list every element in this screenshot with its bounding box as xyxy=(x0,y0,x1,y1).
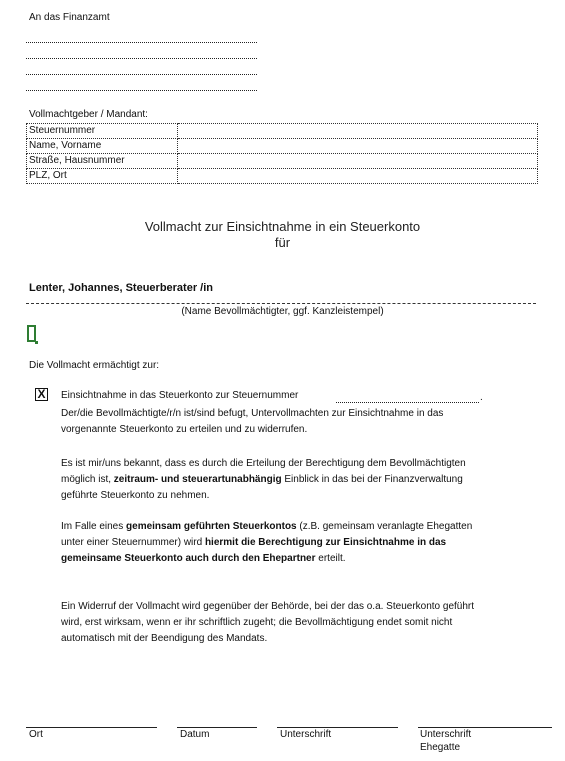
row-label-strasse: Straße, Hausnummer xyxy=(27,154,178,169)
trailing-dot: . xyxy=(480,392,483,403)
checkbox-label: Einsichtnahme in das Steuerkonto zur Steuernummer xyxy=(61,390,299,401)
table-row xyxy=(27,139,538,154)
table-row xyxy=(27,154,538,169)
paragraph-ehegatten-text-a: Im Falle eines xyxy=(61,521,127,532)
document-title: Vollmacht zur Einsichtnahme in ein Steuerkonto xyxy=(144,219,421,234)
paragraph-untervollmacht: Der/die Bevollmächtigte/r/n ist/sind befugt, Untervollmachten zur Einsichtnahme in das vorgenannte Steuerkonto zu erteilen und zu widerrufen. xyxy=(61,408,444,435)
authorization-intro: Die Vollmacht ermächtigt zur: xyxy=(29,360,160,371)
steuernummer-input-line[interactable] xyxy=(336,402,479,403)
table-row xyxy=(27,124,538,139)
einsichtnahme-checkbox[interactable]: X xyxy=(35,388,48,401)
address-line-3[interactable] xyxy=(26,74,257,75)
paragraph-ehegatten-bold-d: hiermit die Berechtigung zur Einsichtnahme in das gemeinsame Steuerkonto auch durch den Ehepartner xyxy=(61,537,447,564)
address-line-2[interactable] xyxy=(26,58,257,59)
table-row xyxy=(27,169,538,184)
paragraph-kenntnis-text-c: Einblick in das bei der Finanzverwaltung geführte Steuerkonto zu nehmen. xyxy=(61,474,463,501)
mandant-heading: Vollmachtgeber / Mandant: xyxy=(29,109,148,120)
form-field-marker-icon[interactable] xyxy=(27,325,36,342)
field-name[interactable] xyxy=(178,139,538,154)
paragraph-kenntnis-text-a: Es ist mir/uns bekannt, dass es durch die Erteilung der Berechtigung dem Bevollmächtigten möglich ist, xyxy=(61,458,466,485)
field-strasse[interactable] xyxy=(178,154,538,169)
paragraph-kenntnis xyxy=(61,456,481,504)
paragraph-kenntnis-bold: zeitraum- und steuerartunabhängig xyxy=(113,474,282,485)
row-label-steuernummer: Steuernummer xyxy=(27,124,178,139)
signature-label-ehegatte-line2: Ehegatte xyxy=(420,742,461,753)
field-steuernummer[interactable] xyxy=(178,124,538,139)
row-label-name: Name, Vorname xyxy=(27,139,178,154)
address-line-1[interactable] xyxy=(26,42,257,43)
signature-label-ort: Ort xyxy=(29,729,43,740)
advisor-caption: (Name Bevollmächtigter, ggf. Kanzleistempel) xyxy=(181,306,384,317)
paragraph-ehegatten-bold-b: gemeinsam geführten Steuerkontos xyxy=(126,521,297,532)
paragraph-ehegatten xyxy=(61,519,481,567)
signature-label-ehegatte-line1: Unterschrift xyxy=(420,729,472,740)
row-label-plz-ort: PLZ, Ort xyxy=(27,169,178,184)
mandant-table xyxy=(26,123,538,184)
document-title-fuer: für xyxy=(274,235,291,250)
field-plz-ort[interactable] xyxy=(178,169,538,184)
signature-label-ehegatte xyxy=(420,728,471,754)
paragraph-widerruf: Ein Widerruf der Vollmacht wird gegenüber der Behörde, bei der das o.a. Steuerkonto geführt wird, erst wirksam, wenn er ihr schriftlich zugeht; die Bevollmächtigung endet somit nicht automatisch mit der Beendigung des Mandats. xyxy=(61,601,475,644)
signature-label-datum: Datum xyxy=(180,729,210,740)
advisor-line xyxy=(26,303,536,304)
signature-label-unterschrift: Unterschrift xyxy=(280,729,332,740)
address-line-4[interactable] xyxy=(26,90,257,91)
paragraph-ehegatten-text-c: (z.B. gemeinsam veranlagte Ehegatten unter einer Steuernummer) wird xyxy=(61,521,473,548)
signature-line-ort[interactable] xyxy=(26,727,157,728)
paragraph-ehegatten-text-e: erteilt. xyxy=(315,553,346,564)
advisor-name: Lenter, Johannes, Steuerberater /in xyxy=(29,282,214,294)
recipient-label: An das Finanzamt xyxy=(29,12,110,23)
